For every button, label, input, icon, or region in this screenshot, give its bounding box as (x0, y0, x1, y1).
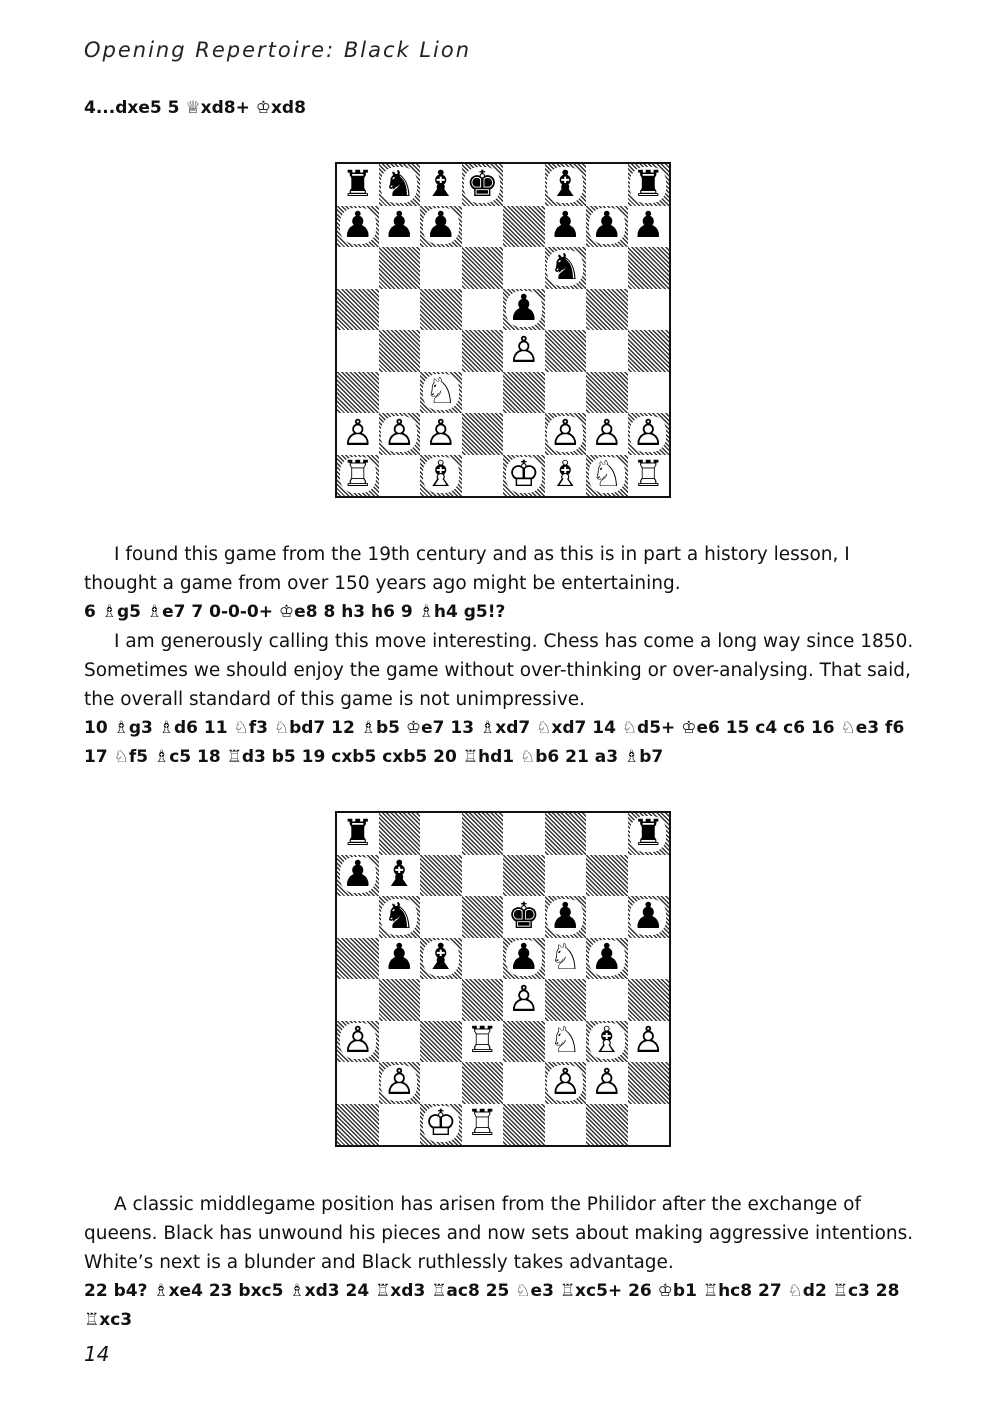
square-h8 (628, 813, 670, 855)
black-pawn-icon: ♟ (383, 205, 416, 247)
black-pawn-icon: ♟ (424, 205, 457, 247)
black-pawn-icon: ♟ (590, 937, 623, 979)
white-pawn-icon: ♙ (632, 412, 665, 454)
moves-line-1: 4...dxe5 5 ♕xd8+ ♔xd8 (84, 98, 306, 118)
white-knight-icon: ♘ (549, 1020, 582, 1062)
black-pawn-icon: ♟ (383, 937, 416, 979)
square-f8 (545, 813, 587, 855)
page-number: 14 (84, 1342, 110, 1366)
square-f4 (545, 979, 587, 1021)
white-pawn-icon: ♙ (632, 1020, 665, 1062)
square-f5 (545, 289, 587, 331)
square-e8 (503, 164, 545, 206)
chess-diagram-2 (335, 811, 671, 1147)
square-e7 (503, 206, 545, 248)
square-a8 (337, 813, 379, 855)
square-b6 (379, 896, 421, 938)
square-e4 (503, 330, 545, 372)
square-d2 (462, 1062, 504, 1104)
white-bishop-icon: ♗ (590, 1020, 623, 1062)
square-b7 (379, 206, 421, 248)
square-d4 (462, 979, 504, 1021)
square-b5 (379, 938, 421, 980)
square-g4 (586, 979, 628, 1021)
white-king-icon: ♔ (424, 1103, 457, 1145)
square-f6 (545, 247, 587, 289)
square-b6 (379, 247, 421, 289)
square-h1 (628, 455, 670, 497)
square-c8 (420, 813, 462, 855)
square-c1 (420, 455, 462, 497)
square-e4 (503, 979, 545, 1021)
square-d7 (462, 855, 504, 897)
square-a3 (337, 372, 379, 414)
square-c4 (420, 979, 462, 1021)
black-rook-icon: ♜ (341, 163, 374, 205)
square-c6 (420, 896, 462, 938)
square-e6 (503, 247, 545, 289)
square-g3 (586, 372, 628, 414)
square-e5 (503, 289, 545, 331)
square-b8 (379, 813, 421, 855)
square-g7 (586, 855, 628, 897)
square-a3 (337, 1021, 379, 1063)
white-pawn-icon: ♙ (549, 412, 582, 454)
black-bishop-icon: ♝ (383, 854, 416, 896)
square-h5 (628, 289, 670, 331)
square-h7 (628, 206, 670, 248)
square-a2 (337, 1062, 379, 1104)
square-b2 (379, 413, 421, 455)
white-pawn-icon: ♙ (383, 1061, 416, 1103)
square-d4 (462, 330, 504, 372)
square-c5 (420, 289, 462, 331)
square-g6 (586, 896, 628, 938)
square-d5 (462, 938, 504, 980)
square-d2 (462, 413, 504, 455)
paragraph-1: I found this game from the 19th century and as this is in part a history lesson, I thought a game from over 150 years ago might be entertaining. (84, 544, 850, 594)
square-c4 (420, 330, 462, 372)
square-h7 (628, 855, 670, 897)
black-pawn-icon: ♟ (632, 895, 665, 937)
white-pawn-icon: ♙ (424, 412, 457, 454)
square-d8 (462, 813, 504, 855)
square-f5 (545, 938, 587, 980)
square-g8 (586, 813, 628, 855)
square-h6 (628, 247, 670, 289)
square-b3 (379, 372, 421, 414)
square-c2 (420, 413, 462, 455)
square-a1 (337, 1104, 379, 1146)
square-b1 (379, 1104, 421, 1146)
white-rook-icon: ♖ (632, 454, 665, 496)
square-c1 (420, 1104, 462, 1146)
square-f4 (545, 330, 587, 372)
square-h2 (628, 1062, 670, 1104)
square-h4 (628, 330, 670, 372)
white-knight-icon: ♘ (590, 454, 623, 496)
square-g8 (586, 164, 628, 206)
square-b8 (379, 164, 421, 206)
square-d3 (462, 1021, 504, 1063)
square-d1 (462, 1104, 504, 1146)
white-pawn-icon: ♙ (341, 412, 374, 454)
white-rook-icon: ♖ (466, 1020, 499, 1062)
square-e3 (503, 1021, 545, 1063)
square-g4 (586, 330, 628, 372)
black-pawn-icon: ♟ (341, 854, 374, 896)
moves-line-4: 22 b4? ♗xe4 23 bxc5 ♗xd3 24 ♖xd3 ♖ac8 25 ♘e3 ♖xc5+ 26 ♔b1 ♖hc8 27 ♘d2 ♖c3 28 ♖xc3 (84, 1281, 900, 1330)
square-b1 (379, 455, 421, 497)
square-f3 (545, 1021, 587, 1063)
black-rook-icon: ♜ (632, 812, 665, 854)
square-b5 (379, 289, 421, 331)
square-a5 (337, 289, 379, 331)
square-c8 (420, 164, 462, 206)
square-g5 (586, 938, 628, 980)
white-pawn-icon: ♙ (507, 978, 540, 1020)
square-d6 (462, 896, 504, 938)
black-pawn-icon: ♟ (507, 937, 540, 979)
square-e3 (503, 372, 545, 414)
black-pawn-icon: ♟ (549, 205, 582, 247)
black-knight-icon: ♞ (383, 163, 416, 205)
white-pawn-icon: ♙ (590, 412, 623, 454)
paragraph-3: A classic middlegame position has arisen from the Philidor after the exchange of queens. Black has unwound his pieces and now sets about making aggressive intentions. White’s next is a blunder and Black ruthlessly takes advantage. (84, 1194, 914, 1273)
square-f2 (545, 413, 587, 455)
black-pawn-icon: ♟ (590, 205, 623, 247)
moves-line-3: 10 ♗g3 ♗d6 11 ♘f3 ♘bd7 12 ♗b5 ♔e7 13 ♗xd7 ♘xd7 14 ♘d5+ ♔e6 15 c4 c6 16 ♘e3 f6 17 ♘f5 ♗c5 18 ♖d3 b5 19 cxb5 cxb5 20 ♖hd1 ♘b6 21 a3 ♗b7 (84, 718, 905, 767)
square-a2 (337, 413, 379, 455)
moves-line-2: 6 ♗g5 ♗e7 7 0-0-0+ ♔e8 8 h3 h6 9 ♗h4 g5!? (84, 602, 506, 622)
square-a5 (337, 938, 379, 980)
black-pawn-icon: ♟ (549, 895, 582, 937)
white-pawn-icon: ♙ (590, 1061, 623, 1103)
white-bishop-icon: ♗ (424, 454, 457, 496)
square-a1 (337, 455, 379, 497)
black-rook-icon: ♜ (341, 812, 374, 854)
square-h1 (628, 1104, 670, 1146)
black-bishop-icon: ♝ (424, 937, 457, 979)
square-f7 (545, 206, 587, 248)
square-c7 (420, 855, 462, 897)
square-e1 (503, 1104, 545, 1146)
square-a4 (337, 330, 379, 372)
square-f1 (545, 455, 587, 497)
white-knight-icon: ♘ (424, 371, 457, 413)
square-d6 (462, 247, 504, 289)
square-c3 (420, 372, 462, 414)
black-bishop-icon: ♝ (424, 163, 457, 205)
square-f6 (545, 896, 587, 938)
square-g1 (586, 1104, 628, 1146)
square-b4 (379, 979, 421, 1021)
square-e8 (503, 813, 545, 855)
black-king-icon: ♚ (466, 163, 499, 205)
square-e7 (503, 855, 545, 897)
square-e5 (503, 938, 545, 980)
square-b7 (379, 855, 421, 897)
black-rook-icon: ♜ (632, 163, 665, 205)
square-b4 (379, 330, 421, 372)
square-b2 (379, 1062, 421, 1104)
square-f8 (545, 164, 587, 206)
square-a6 (337, 247, 379, 289)
square-g6 (586, 247, 628, 289)
square-e2 (503, 1062, 545, 1104)
square-h5 (628, 938, 670, 980)
black-pawn-icon: ♟ (341, 205, 374, 247)
square-c5 (420, 938, 462, 980)
square-g1 (586, 455, 628, 497)
square-h3 (628, 372, 670, 414)
white-pawn-icon: ♙ (549, 1061, 582, 1103)
running-head: Opening Repertoire: Black Lion (84, 38, 472, 62)
square-f3 (545, 372, 587, 414)
white-pawn-icon: ♙ (383, 412, 416, 454)
black-pawn-icon: ♟ (632, 205, 665, 247)
square-d3 (462, 372, 504, 414)
white-pawn-icon: ♙ (341, 1020, 374, 1062)
square-h3 (628, 1021, 670, 1063)
square-f2 (545, 1062, 587, 1104)
white-king-icon: ♔ (507, 454, 540, 496)
square-a7 (337, 206, 379, 248)
square-d5 (462, 289, 504, 331)
square-g7 (586, 206, 628, 248)
square-e2 (503, 413, 545, 455)
white-knight-icon: ♘ (549, 937, 582, 979)
square-c7 (420, 206, 462, 248)
square-b3 (379, 1021, 421, 1063)
square-h6 (628, 896, 670, 938)
square-f7 (545, 855, 587, 897)
square-h4 (628, 979, 670, 1021)
square-a6 (337, 896, 379, 938)
white-bishop-icon: ♗ (549, 454, 582, 496)
black-knight-icon: ♞ (549, 246, 582, 288)
square-c3 (420, 1021, 462, 1063)
square-g2 (586, 1062, 628, 1104)
white-rook-icon: ♖ (341, 454, 374, 496)
square-d8 (462, 164, 504, 206)
square-d7 (462, 206, 504, 248)
square-a8 (337, 164, 379, 206)
white-rook-icon: ♖ (466, 1103, 499, 1145)
square-h8 (628, 164, 670, 206)
black-knight-icon: ♞ (383, 895, 416, 937)
square-c2 (420, 1062, 462, 1104)
paragraph-2: I am generously calling this move interesting. Chess has come a long way since 1850. Sometimes we should enjoy the game without over-thinking or over-analysing. That said, the overall standard of this game is not unimpressive. (84, 631, 914, 710)
square-h2 (628, 413, 670, 455)
square-a7 (337, 855, 379, 897)
black-bishop-icon: ♝ (549, 163, 582, 205)
square-e6 (503, 896, 545, 938)
square-g3 (586, 1021, 628, 1063)
square-g2 (586, 413, 628, 455)
square-d1 (462, 455, 504, 497)
chess-diagram-1 (335, 162, 671, 498)
square-g5 (586, 289, 628, 331)
square-c6 (420, 247, 462, 289)
square-f1 (545, 1104, 587, 1146)
black-pawn-icon: ♟ (507, 288, 540, 330)
black-king-icon: ♚ (507, 895, 540, 937)
white-pawn-icon: ♙ (507, 329, 540, 371)
square-e1 (503, 455, 545, 497)
square-a4 (337, 979, 379, 1021)
